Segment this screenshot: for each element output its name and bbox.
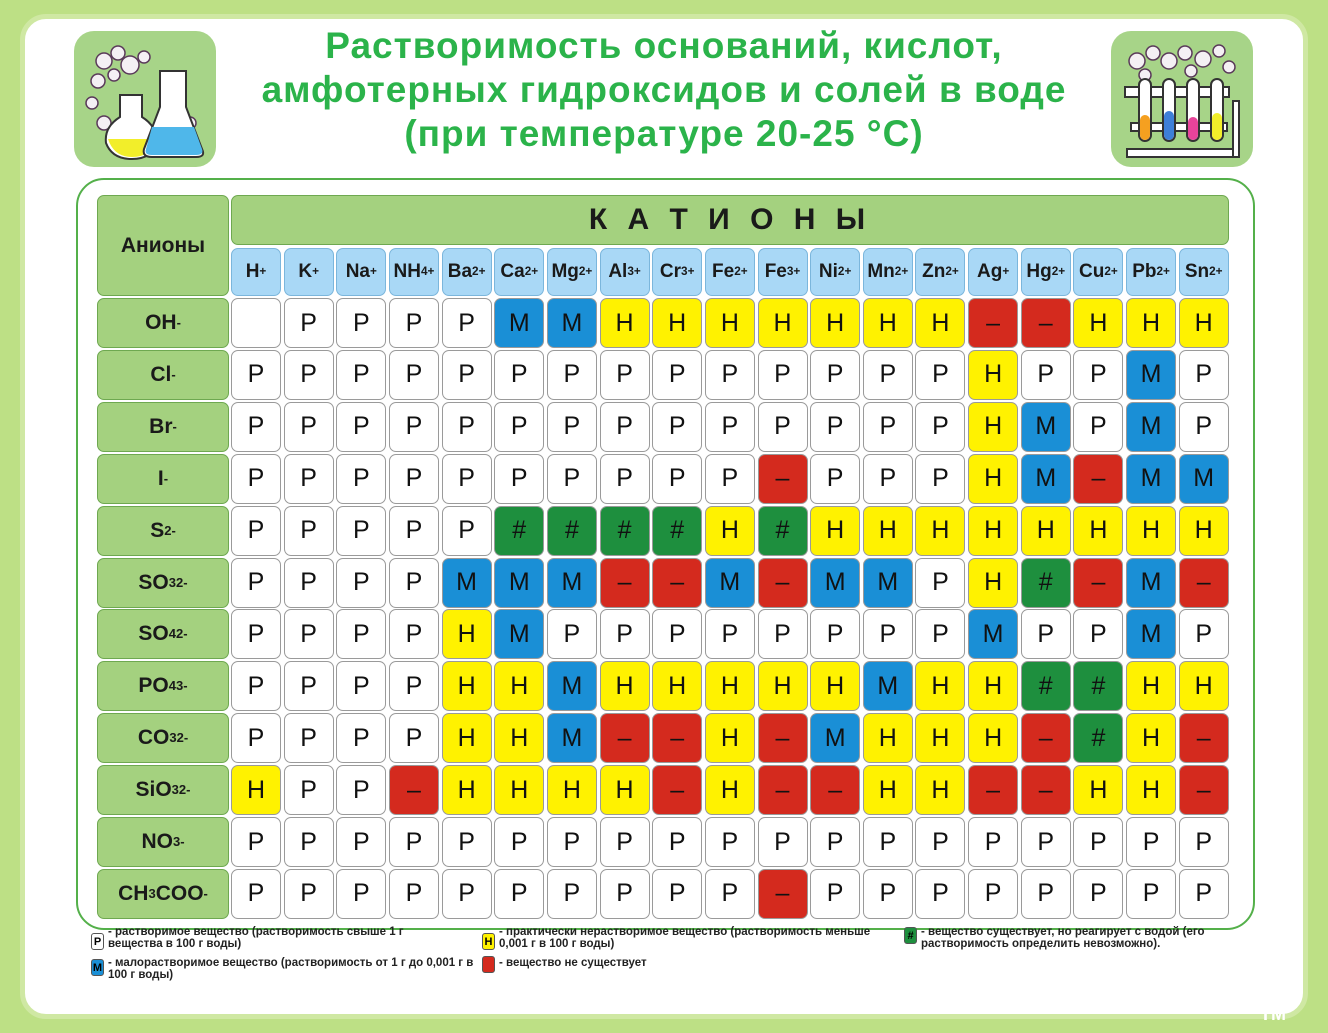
cell-soluble: Р <box>284 298 334 348</box>
cell-insoluble: Н <box>1021 506 1071 556</box>
cell-soluble: Р <box>915 609 965 659</box>
anion-ch3coo: CH 3 COO - <box>97 869 229 919</box>
cell-soluble: Р <box>336 454 386 504</box>
cell-soluble: Р <box>284 558 334 608</box>
legend-notexist-swatch <box>482 956 495 973</box>
cell-notexist: – <box>1073 454 1123 504</box>
cell-soluble: Р <box>389 869 439 919</box>
cell-insoluble: Н <box>494 765 544 815</box>
cell-soluble: Р <box>231 402 281 452</box>
cell-insoluble: Н <box>1179 506 1229 556</box>
cell-slightly: М <box>547 298 597 348</box>
cell-soluble: Р <box>1073 402 1123 452</box>
cell-soluble: Р <box>389 298 439 348</box>
cell-slightly: М <box>810 713 860 763</box>
cell-soluble: Р <box>284 661 334 711</box>
cation-h-plus: H + <box>231 248 281 296</box>
cell-soluble: Р <box>1179 817 1229 867</box>
cell-soluble: Р <box>336 402 386 452</box>
cell-soluble: Р <box>863 869 913 919</box>
cell-reacts: # <box>758 506 808 556</box>
cell-insoluble: Н <box>863 298 913 348</box>
cell-notexist: – <box>1021 298 1071 348</box>
cell-soluble: Р <box>442 454 492 504</box>
anions-header-label: Анионы <box>120 233 206 257</box>
cations-header-label: К А Т И О Н Ы <box>588 203 872 236</box>
anion-so3: SO 3 2- <box>97 558 229 608</box>
cell-insoluble: Н <box>915 765 965 815</box>
cell-soluble: Р <box>336 506 386 556</box>
cell-notexist: – <box>600 713 650 763</box>
cell-soluble: Р <box>231 661 281 711</box>
cell-notexist: – <box>1179 713 1229 763</box>
cell-slightly: М <box>494 558 544 608</box>
cell-soluble: Р <box>389 350 439 400</box>
legend-insoluble-swatch: Н <box>482 933 495 950</box>
cell-insoluble: Н <box>705 661 755 711</box>
cell-soluble: Р <box>915 454 965 504</box>
cell-soluble: Р <box>494 350 544 400</box>
title-line-1: Растворимость оснований, кислот, <box>325 25 1003 66</box>
cell-insoluble: Н <box>1179 661 1229 711</box>
cell-soluble: Р <box>494 869 544 919</box>
cell-soluble: Р <box>284 609 334 659</box>
cell-slightly: М <box>547 558 597 608</box>
cell-soluble: Р <box>968 869 1018 919</box>
cell-insoluble: Н <box>1126 506 1176 556</box>
cell-soluble: Р <box>231 558 281 608</box>
cell-insoluble: Н <box>810 506 860 556</box>
cell-soluble: Р <box>652 402 702 452</box>
cell-insoluble: Н <box>1126 713 1176 763</box>
cell-insoluble: Н <box>494 713 544 763</box>
cell-soluble: Р <box>863 609 913 659</box>
cell-reacts: # <box>600 506 650 556</box>
cell-soluble: Р <box>231 713 281 763</box>
cell-soluble: Р <box>1179 350 1229 400</box>
cell-soluble: Р <box>810 869 860 919</box>
cell-soluble: Р <box>915 558 965 608</box>
cell-notexist: – <box>1021 713 1071 763</box>
cell-notexist: – <box>758 765 808 815</box>
cell-soluble: Р <box>810 817 860 867</box>
flasks-logo <box>74 31 216 167</box>
cell-soluble: Р <box>389 609 439 659</box>
cell-soluble: Р <box>389 558 439 608</box>
cell-soluble: Р <box>705 454 755 504</box>
cell-soluble: Р <box>652 454 702 504</box>
cell-soluble: Р <box>284 350 334 400</box>
test-tubes-icon <box>1111 31 1253 167</box>
cell-soluble: Р <box>705 609 755 659</box>
cell-soluble: Р <box>652 869 702 919</box>
cell-notexist: – <box>758 558 808 608</box>
cell-insoluble: Н <box>915 661 965 711</box>
cell-soluble: Р <box>389 817 439 867</box>
cell-slightly: М <box>1179 454 1229 504</box>
flasks-icon <box>74 31 216 167</box>
cell-insoluble: Н <box>652 661 702 711</box>
cell-insoluble: Н <box>968 350 1018 400</box>
cell-insoluble: Н <box>705 298 755 348</box>
cell-soluble: Р <box>547 454 597 504</box>
cell-soluble: Р <box>1126 817 1176 867</box>
cell-soluble: Р <box>810 402 860 452</box>
cell-soluble: Р <box>1021 869 1071 919</box>
cations-header-cell <box>231 195 1229 245</box>
cell-insoluble: Н <box>1073 298 1123 348</box>
anion-cl: Cl - <box>97 350 229 400</box>
legend-soluble-text: - растворимое вещество (растворимость свыше 1 г вещества в 100 г воды) <box>108 926 404 950</box>
cell-soluble: Р <box>1021 350 1071 400</box>
cell-slightly: М <box>442 558 492 608</box>
cell-soluble: Р <box>336 817 386 867</box>
cell-soluble: Р <box>652 817 702 867</box>
cation-hg-2plus: Hg 2+ <box>1021 248 1071 296</box>
cell-slightly: М <box>1021 402 1071 452</box>
cell-insoluble: Н <box>1126 765 1176 815</box>
cell-soluble: Р <box>336 558 386 608</box>
cell-soluble: Р <box>284 506 334 556</box>
cell-soluble: Р <box>863 402 913 452</box>
cation-zn-2plus: Zn 2+ <box>915 248 965 296</box>
cell-insoluble: Н <box>863 713 913 763</box>
cell-soluble: Р <box>758 402 808 452</box>
cell-soluble: Р <box>863 454 913 504</box>
cell-soluble: Р <box>336 350 386 400</box>
cell-soluble: Р <box>336 298 386 348</box>
anion-s: S 2- <box>97 506 229 556</box>
cell-insoluble: Н <box>1073 765 1123 815</box>
cell-soluble: Р <box>442 506 492 556</box>
cation-cu-2plus: Cu 2+ <box>1073 248 1123 296</box>
cell-insoluble: Н <box>810 661 860 711</box>
cell-slightly: М <box>863 661 913 711</box>
anion-so4: SO 4 2- <box>97 609 229 659</box>
cell-insoluble: Н <box>600 661 650 711</box>
cell-insoluble: Н <box>1073 506 1123 556</box>
cell-slightly: М <box>494 609 544 659</box>
cell-notexist: – <box>968 765 1018 815</box>
cell-reacts: # <box>652 506 702 556</box>
cell-soluble: Р <box>863 817 913 867</box>
cation-ni-2plus: Ni 2+ <box>810 248 860 296</box>
cell-reacts: # <box>1021 661 1071 711</box>
legend-insoluble-text: - практически нерастворимое вещество (растворимость меньше 0,001 г в 100 г воды) <box>499 926 871 950</box>
cell-soluble: Р <box>1073 869 1123 919</box>
cell-insoluble: Н <box>863 765 913 815</box>
cell-insoluble: Н <box>705 713 755 763</box>
cell-soluble: Р <box>442 402 492 452</box>
cell-insoluble: Н <box>1126 298 1176 348</box>
cell-soluble: Р <box>810 350 860 400</box>
cell-soluble: Р <box>600 869 650 919</box>
cell-soluble: Р <box>442 817 492 867</box>
cell-soluble: Р <box>231 350 281 400</box>
cell-reacts: # <box>547 506 597 556</box>
cell-soluble: Р <box>810 454 860 504</box>
cell-insoluble: Н <box>600 765 650 815</box>
cation-sn-2plus: Sn 2+ <box>1179 248 1229 296</box>
cation-fe-3plus: Fe 3+ <box>758 248 808 296</box>
cell-soluble: Р <box>231 506 281 556</box>
cell-notexist: – <box>810 765 860 815</box>
cell-soluble: Р <box>1126 869 1176 919</box>
cell-soluble: Р <box>915 402 965 452</box>
cell-soluble: Р <box>442 350 492 400</box>
cell-soluble: Р <box>863 350 913 400</box>
cell-soluble: Р <box>1021 609 1071 659</box>
cell-soluble: Р <box>494 817 544 867</box>
anion-co3: CO 3 2- <box>97 713 229 763</box>
test-tubes-logo <box>1111 31 1253 167</box>
cell-insoluble: Н <box>810 298 860 348</box>
cell-soluble: Р <box>284 765 334 815</box>
cation-pb-2plus: Pb 2+ <box>1126 248 1176 296</box>
cell-insoluble: Н <box>968 506 1018 556</box>
cell-soluble: Р <box>231 869 281 919</box>
cation-ca-2plus: Ca 2+ <box>494 248 544 296</box>
cell-soluble: Р <box>758 609 808 659</box>
anion-no3: NO 3 - <box>97 817 229 867</box>
cell-soluble: Р <box>1179 869 1229 919</box>
cell-insoluble: Н <box>968 558 1018 608</box>
cell-soluble: Р <box>1021 817 1071 867</box>
cell-soluble: Р <box>284 454 334 504</box>
legend-soluble-swatch: Р <box>91 933 104 950</box>
cell-soluble: Р <box>442 869 492 919</box>
cell-insoluble: Н <box>442 713 492 763</box>
cell-slightly: М <box>810 558 860 608</box>
cell-soluble: Р <box>968 817 1018 867</box>
cell-reacts: # <box>494 506 544 556</box>
cell-soluble: Р <box>389 454 439 504</box>
cell-soluble: Р <box>389 506 439 556</box>
legend-notexist-text: - вещество не существует <box>499 957 647 969</box>
cell-insoluble: Н <box>968 402 1018 452</box>
title-line-2: амфотерных гидроксидов и солей в воде <box>261 69 1067 110</box>
cell-soluble: Р <box>705 350 755 400</box>
cell-notexist: – <box>758 869 808 919</box>
anion-i: I - <box>97 454 229 504</box>
cell-slightly: М <box>863 558 913 608</box>
cell-notexist: – <box>1179 558 1229 608</box>
cell-reacts: # <box>1073 713 1123 763</box>
cell-insoluble: Н <box>705 765 755 815</box>
cell-soluble: Р <box>494 402 544 452</box>
cell-insoluble: Н <box>547 765 597 815</box>
cell-insoluble: Н <box>758 298 808 348</box>
cell-slightly: М <box>494 298 544 348</box>
cell-soluble: Р <box>336 713 386 763</box>
cell-soluble: Р <box>915 350 965 400</box>
cation-mn-2plus: Mn 2+ <box>863 248 913 296</box>
cell-soluble: Р <box>758 350 808 400</box>
cell-soluble: Р <box>547 869 597 919</box>
cell-soluble: Р <box>284 817 334 867</box>
cell-soluble: Р <box>1179 402 1229 452</box>
cell-notexist: – <box>652 558 702 608</box>
cell-insoluble: Н <box>915 298 965 348</box>
cell-insoluble: Н <box>442 661 492 711</box>
cell-insoluble: Н <box>494 661 544 711</box>
cell-notexist: – <box>652 713 702 763</box>
cell-notexist: – <box>652 765 702 815</box>
cell-notexist: – <box>389 765 439 815</box>
legend-reacts-swatch: # <box>904 927 917 944</box>
cell-soluble: Р <box>547 402 597 452</box>
cation-na-plus: Na + <box>336 248 386 296</box>
cell-soluble: Р <box>284 869 334 919</box>
cell-soluble <box>231 298 281 348</box>
cell-slightly: М <box>1126 454 1176 504</box>
cell-soluble: Р <box>336 869 386 919</box>
cell-slightly: М <box>1126 558 1176 608</box>
cell-soluble: Р <box>1179 609 1229 659</box>
cell-notexist: – <box>758 454 808 504</box>
legend-slightly-swatch: М <box>91 959 104 976</box>
cell-notexist: – <box>600 558 650 608</box>
cell-insoluble: Н <box>968 713 1018 763</box>
cell-soluble: Р <box>1073 817 1123 867</box>
cell-soluble: Р <box>705 402 755 452</box>
cation-fe-2plus: Fe 2+ <box>705 248 755 296</box>
cell-slightly: М <box>1126 350 1176 400</box>
cell-soluble: Р <box>494 454 544 504</box>
cell-soluble: Р <box>231 609 281 659</box>
cell-notexist: – <box>1073 558 1123 608</box>
cation-mg-2plus: Mg 2+ <box>547 248 597 296</box>
cell-soluble: Р <box>336 609 386 659</box>
cell-slightly: М <box>547 661 597 711</box>
cell-slightly: М <box>705 558 755 608</box>
cell-reacts: # <box>1073 661 1123 711</box>
cell-insoluble: Н <box>705 506 755 556</box>
cell-soluble: Р <box>915 817 965 867</box>
cell-soluble: Р <box>1073 350 1123 400</box>
cell-insoluble: Н <box>968 661 1018 711</box>
cell-soluble: Р <box>231 454 281 504</box>
cell-soluble: Р <box>389 661 439 711</box>
cell-soluble: Р <box>810 609 860 659</box>
cell-notexist: – <box>1179 765 1229 815</box>
cation-k-plus: K + <box>284 248 334 296</box>
cation-al-3plus: Al 3+ <box>600 248 650 296</box>
cell-soluble: Р <box>547 609 597 659</box>
cell-soluble: Р <box>284 713 334 763</box>
cell-insoluble: Н <box>1179 298 1229 348</box>
cell-insoluble: Н <box>231 765 281 815</box>
cation-ag-plus: Ag + <box>968 248 1018 296</box>
cell-soluble: Р <box>442 298 492 348</box>
legend-reacts-text: - вещество существует, но реагирует с водой (его растворимость определить невозможно). <box>921 926 1205 950</box>
cell-soluble: Р <box>284 402 334 452</box>
cell-insoluble: Н <box>600 298 650 348</box>
cell-reacts: # <box>1021 558 1071 608</box>
cell-notexist: – <box>758 713 808 763</box>
legend-slightly-text: - малорастворимое вещество (растворимость от 1 г до 0,001 г в 100 г воды) <box>108 957 474 981</box>
poster-title <box>220 24 1108 156</box>
cell-slightly: М <box>968 609 1018 659</box>
cell-insoluble: Н <box>652 298 702 348</box>
anion-br: Br - <box>97 402 229 452</box>
cell-insoluble: Н <box>1126 661 1176 711</box>
cell-slightly: М <box>1126 609 1176 659</box>
cell-soluble: Р <box>758 817 808 867</box>
anion-sio3: SiO 3 2- <box>97 765 229 815</box>
cell-soluble: Р <box>336 661 386 711</box>
cell-soluble: Р <box>600 454 650 504</box>
cell-notexist: – <box>968 298 1018 348</box>
cell-soluble: Р <box>600 402 650 452</box>
cell-soluble: Р <box>547 350 597 400</box>
cell-soluble: Р <box>600 350 650 400</box>
cell-insoluble: Н <box>442 609 492 659</box>
cell-soluble: Р <box>1073 609 1123 659</box>
anion-po4: PO 4 3- <box>97 661 229 711</box>
cell-soluble: Р <box>600 817 650 867</box>
cell-soluble: Р <box>231 817 281 867</box>
cell-insoluble: Н <box>968 454 1018 504</box>
cell-insoluble: Н <box>758 661 808 711</box>
cell-soluble: Р <box>389 402 439 452</box>
cell-soluble: Р <box>652 350 702 400</box>
cell-slightly: М <box>1126 402 1176 452</box>
title-line-3: (при температуре 20-25 °C) <box>404 113 924 154</box>
cell-soluble: Р <box>600 609 650 659</box>
cell-slightly: М <box>1021 454 1071 504</box>
cell-soluble: Р <box>652 609 702 659</box>
trademark-mark: TM <box>1260 1004 1286 1024</box>
cell-insoluble: Н <box>915 506 965 556</box>
cell-insoluble: Н <box>863 506 913 556</box>
anions-header-cell <box>97 195 229 296</box>
cell-soluble: Р <box>389 713 439 763</box>
cell-soluble: Р <box>705 817 755 867</box>
cell-soluble: Р <box>915 869 965 919</box>
cell-soluble: Р <box>336 765 386 815</box>
cell-slightly: М <box>547 713 597 763</box>
cell-soluble: Р <box>547 817 597 867</box>
cell-soluble: Р <box>705 869 755 919</box>
cell-insoluble: Н <box>442 765 492 815</box>
cell-insoluble: Н <box>915 713 965 763</box>
cation-nh4-plus: NH 4 + <box>389 248 439 296</box>
anion-oh: OH - <box>97 298 229 348</box>
cation-cr-3plus: Cr 3+ <box>652 248 702 296</box>
cation-ba-2plus: Ba 2+ <box>442 248 492 296</box>
cell-notexist: – <box>1021 765 1071 815</box>
